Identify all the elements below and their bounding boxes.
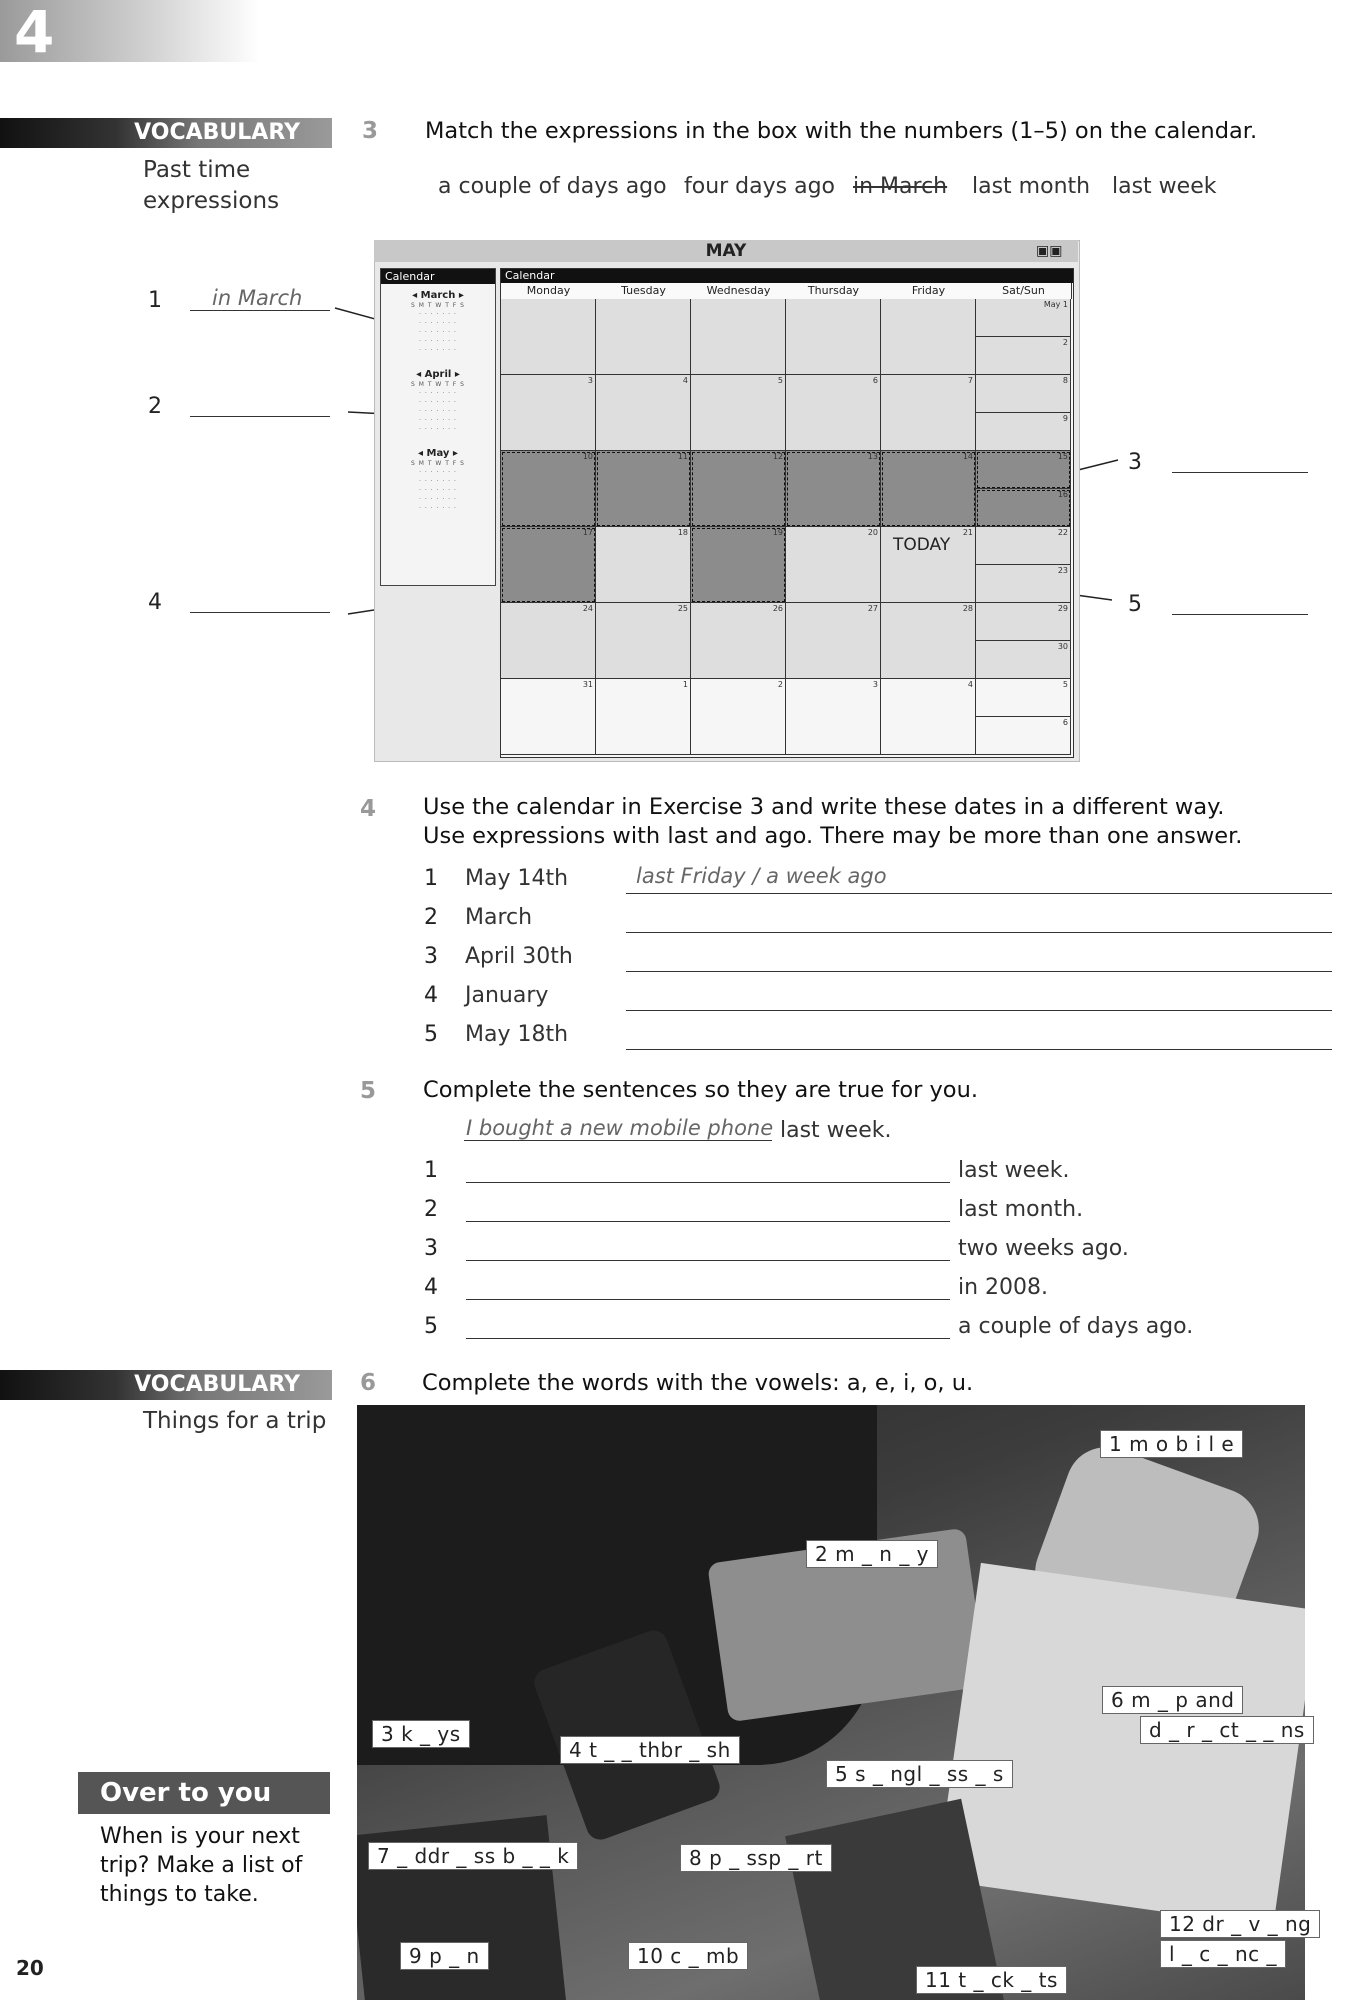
calendar-day-cell — [596, 679, 691, 755]
calendar-weekend-cell — [976, 413, 1071, 451]
date-number: 3 — [872, 680, 878, 689]
today-label: TODAY — [893, 535, 951, 555]
word-tag: 2 m _ n _ y — [806, 1540, 938, 1568]
answer-line[interactable] — [466, 1182, 950, 1183]
date-number: 6 — [1062, 718, 1068, 727]
mini-calendar — [380, 268, 496, 586]
date-number: 7 — [967, 376, 973, 385]
word-tag: 8 p _ ssp _ rt — [680, 1844, 832, 1872]
exercise-3-number: 3 — [362, 118, 379, 144]
date-number: 29 — [1057, 604, 1068, 613]
date-number: 8 — [1062, 376, 1068, 385]
calendar-day-cell — [786, 603, 881, 679]
sentence-end: a couple of days ago. — [958, 1314, 1194, 1339]
date-number: 31 — [582, 680, 593, 689]
calendar-day-cell — [691, 299, 786, 375]
date-number: 18 — [677, 528, 688, 537]
exercise-5-number: 5 — [360, 1078, 377, 1104]
example-end: last week. — [780, 1118, 892, 1143]
date-number: 22 — [1057, 528, 1068, 537]
topic-line: Things for a trip — [143, 1408, 327, 1434]
day-name: Friday — [881, 283, 977, 299]
date-number: 12 — [772, 452, 783, 461]
calendar-weekend-cell — [976, 603, 1071, 641]
mini-calendar-header: Calendar — [381, 269, 495, 284]
date-number: May 1 — [1043, 300, 1068, 309]
date-number: 3 — [587, 376, 593, 385]
over-to-you-text: When is your next trip? Make a list of things to take. — [100, 1824, 303, 1907]
mini-weekdays: S M T W T F S — [411, 460, 465, 467]
date-number: 16 — [1057, 490, 1068, 499]
day-name: Wednesday — [691, 283, 787, 299]
calendar-day-cell — [691, 603, 786, 679]
unit-number: 4 — [14, 0, 55, 66]
exercise-4-number: 4 — [360, 796, 377, 822]
label-number: 2 — [148, 394, 162, 419]
calendar-weekend-cell — [976, 451, 1071, 489]
topic-line-1: Past time — [143, 157, 251, 183]
calendar-weekend-cell — [976, 679, 1071, 717]
calendar-day-cell — [881, 451, 976, 527]
mini-month: ◂ April ▸ — [416, 369, 460, 380]
word-tag: 11 t _ ck _ ts — [916, 1966, 1067, 1994]
date-number: 5 — [1062, 680, 1068, 689]
box-word: four days ago — [684, 174, 836, 199]
exercise-6-instruction: Complete the words with the vowels: a, e, i, o, u. — [422, 1370, 974, 1396]
answer-line[interactable] — [626, 932, 1332, 933]
answer-line[interactable] — [626, 971, 1332, 972]
date-number: 17 — [582, 528, 593, 537]
word-tag: 5 s _ ngl _ ss _ s — [826, 1760, 1013, 1788]
sentence-end: two weeks ago. — [958, 1236, 1129, 1261]
item-number: 2 — [424, 905, 438, 930]
calendar-day-cell — [881, 299, 976, 375]
date-prompt: April 30th — [465, 944, 573, 969]
calendar-weekend-cell — [976, 337, 1071, 375]
calendar-day-cell — [501, 375, 596, 451]
mini-month: ◂ March ▸ — [412, 290, 464, 301]
answer-line[interactable] — [466, 1260, 950, 1261]
calendar-day-cell — [596, 299, 691, 375]
date-prompt: May 14th — [465, 866, 569, 891]
exercise-4-instruction: Use the calendar in Exercise 3 and write these dates in a different way. — [423, 794, 1225, 820]
word-tag: 10 c _ mb — [628, 1942, 748, 1970]
item-number: 3 — [424, 944, 438, 969]
calendar-day-cell — [596, 451, 691, 527]
label-number: 4 — [148, 590, 162, 615]
calendar-day-cell — [881, 375, 976, 451]
calendar-weekend-cell — [976, 527, 1071, 565]
date-number: 26 — [772, 604, 783, 613]
calendar-grid-header: Calendar — [501, 269, 1073, 283]
mini-dates-icon: · · · · · · · · · · · · · · · · · · · · · · · · · · · · · · · · · · · — [419, 469, 457, 512]
calendar-day-cell — [786, 451, 881, 527]
calendar-day-cell — [501, 299, 596, 375]
date-prompt: January — [465, 983, 549, 1008]
box-word: a couple of days ago — [438, 174, 667, 199]
date-number: 19 — [772, 528, 783, 537]
date-number: 4 — [967, 680, 973, 689]
example-answer: I bought a new mobile phone — [466, 1116, 774, 1140]
map-icon — [936, 1563, 1305, 1927]
word-tag: l _ c _ nc _ — [1160, 1940, 1286, 1968]
item-number: 1 — [424, 866, 438, 891]
word-tag: 4 t _ _ thbr _ sh — [560, 1736, 740, 1764]
date-number: 1 — [682, 680, 688, 689]
word-tag: 7 _ ddr _ ss b _ _ k — [368, 1842, 578, 1870]
mini-weekdays: S M T W T F S — [411, 381, 465, 388]
answer-line — [464, 1140, 772, 1141]
word-tag: 12 dr _ v _ ng — [1160, 1910, 1320, 1938]
calendar-weekend-cell — [976, 641, 1071, 679]
answer-line[interactable] — [466, 1221, 950, 1222]
calendar-weekend-cell — [976, 489, 1071, 527]
calendar-day-cell — [786, 375, 881, 451]
calendar-title: MAY — [374, 240, 1078, 262]
calendar-grid — [500, 268, 1074, 758]
calendar-weekend-cell — [976, 565, 1071, 603]
date-number: 21 — [962, 528, 973, 537]
vocabulary-tag: VOCABULARY — [0, 1370, 332, 1400]
date-number: 6 — [872, 376, 878, 385]
sentence-end: last week. — [958, 1158, 1070, 1183]
date-number: 2 — [777, 680, 783, 689]
calendar-day-cell — [691, 679, 786, 755]
date-number: 20 — [867, 528, 878, 537]
calendar-day-cell — [881, 679, 976, 755]
calendar-day-cell — [501, 527, 596, 603]
example-answer: in March — [212, 286, 303, 310]
calendar-day-cell — [596, 375, 691, 451]
mini-weekdays: S M T W T F S — [411, 302, 465, 309]
item-number: 2 — [424, 1197, 438, 1222]
date-number: 4 — [682, 376, 688, 385]
day-name: Sat/Sun — [976, 283, 1072, 299]
date-number: 2 — [1062, 338, 1068, 347]
answer-line[interactable] — [626, 1010, 1332, 1011]
calendar-day-cell — [691, 451, 786, 527]
box-word-crossed: in March — [853, 174, 948, 199]
calendar-day-cell — [881, 603, 976, 679]
label-number: 1 — [148, 288, 162, 313]
answer-line[interactable] — [466, 1299, 950, 1300]
word-tag: 3 k _ ys — [372, 1720, 470, 1748]
box-word: last month — [972, 174, 1091, 199]
day-name: Tuesday — [596, 283, 692, 299]
word-tag: 6 m _ p and — [1102, 1686, 1243, 1714]
calendar-weekend-cell — [976, 299, 1071, 337]
date-number: 5 — [777, 376, 783, 385]
exercise-5-instruction: Complete the sentences so they are true for you. — [423, 1077, 978, 1103]
mini-month: ◂ May ▸ — [418, 448, 458, 459]
day-name: Thursday — [786, 283, 882, 299]
date-number: 11 — [677, 452, 688, 461]
item-number: 3 — [424, 1236, 438, 1261]
window-controls-icon: ▣▣ — [1036, 243, 1063, 259]
calendar-day-cell — [786, 527, 881, 603]
date-number: 14 — [962, 452, 973, 461]
date-prompt: March — [465, 905, 533, 930]
label-number: 3 — [1128, 450, 1142, 475]
item-number: 1 — [424, 1158, 438, 1183]
date-number: 15 — [1057, 452, 1068, 461]
calendar-day-cell — [501, 679, 596, 755]
exercise-3-instruction: Match the expressions in the box with the numbers (1–5) on the calendar. — [425, 118, 1258, 144]
mini-dates-icon: · · · · · · · · · · · · · · · · · · · · · · · · · · · · · · · · · · · — [419, 311, 457, 354]
calendar-day-cell — [501, 451, 596, 527]
mini-dates-icon: · · · · · · · · · · · · · · · · · · · · · · · · · · · · · · · · · · · — [419, 390, 457, 433]
topic-line-2: expressions — [143, 188, 280, 214]
calendar-weekend-cell — [976, 717, 1071, 755]
item-number: 5 — [424, 1022, 438, 1047]
day-name: Monday — [501, 283, 597, 299]
sentence-end: in 2008. — [958, 1275, 1049, 1300]
date-number: 10 — [582, 452, 593, 461]
calendar-day-cell — [881, 527, 976, 603]
date-number: 13 — [867, 452, 878, 461]
calendar-day-cell — [596, 527, 691, 603]
answer-line[interactable] — [626, 1049, 1332, 1050]
calendar-day-cell — [501, 603, 596, 679]
calendar-day-cell — [786, 299, 881, 375]
calendar-day-cell — [786, 679, 881, 755]
calendar-day-cell — [691, 527, 786, 603]
page-number: 20 — [16, 1956, 44, 1980]
item-number: 5 — [424, 1314, 438, 1339]
word-tag: d _ r _ ct _ _ ns — [1140, 1716, 1314, 1744]
exercise-6-number: 6 — [360, 1370, 377, 1396]
date-number: 24 — [582, 604, 593, 613]
date-prompt: May 18th — [465, 1022, 569, 1047]
word-tag: 1 m o b i l e — [1100, 1430, 1243, 1458]
answer-line[interactable] — [466, 1338, 950, 1339]
answer-line[interactable] — [626, 893, 1332, 894]
over-to-you-title: Over to you — [78, 1772, 330, 1814]
label-number: 5 — [1128, 592, 1142, 617]
date-number: 27 — [867, 604, 878, 613]
calendar-day-cell — [691, 375, 786, 451]
date-number: 9 — [1062, 414, 1068, 423]
date-number: 25 — [677, 604, 688, 613]
date-number: 28 — [962, 604, 973, 613]
box-word: last week — [1112, 174, 1217, 199]
calendar-weekend-cell — [976, 375, 1071, 413]
calendar-day-cell — [596, 603, 691, 679]
word-tag: 9 p _ n — [400, 1942, 489, 1970]
date-number: 23 — [1057, 566, 1068, 575]
sentence-end: last month. — [958, 1197, 1084, 1222]
item-number: 4 — [424, 983, 438, 1008]
vocabulary-tag: VOCABULARY — [0, 118, 332, 148]
item-number: 4 — [424, 1275, 438, 1300]
exercise-4-instruction: Use expressions with last and ago. There may be more than one answer. — [423, 823, 1243, 849]
answer-text: last Friday / a week ago — [636, 864, 887, 888]
date-number: 30 — [1057, 642, 1068, 651]
